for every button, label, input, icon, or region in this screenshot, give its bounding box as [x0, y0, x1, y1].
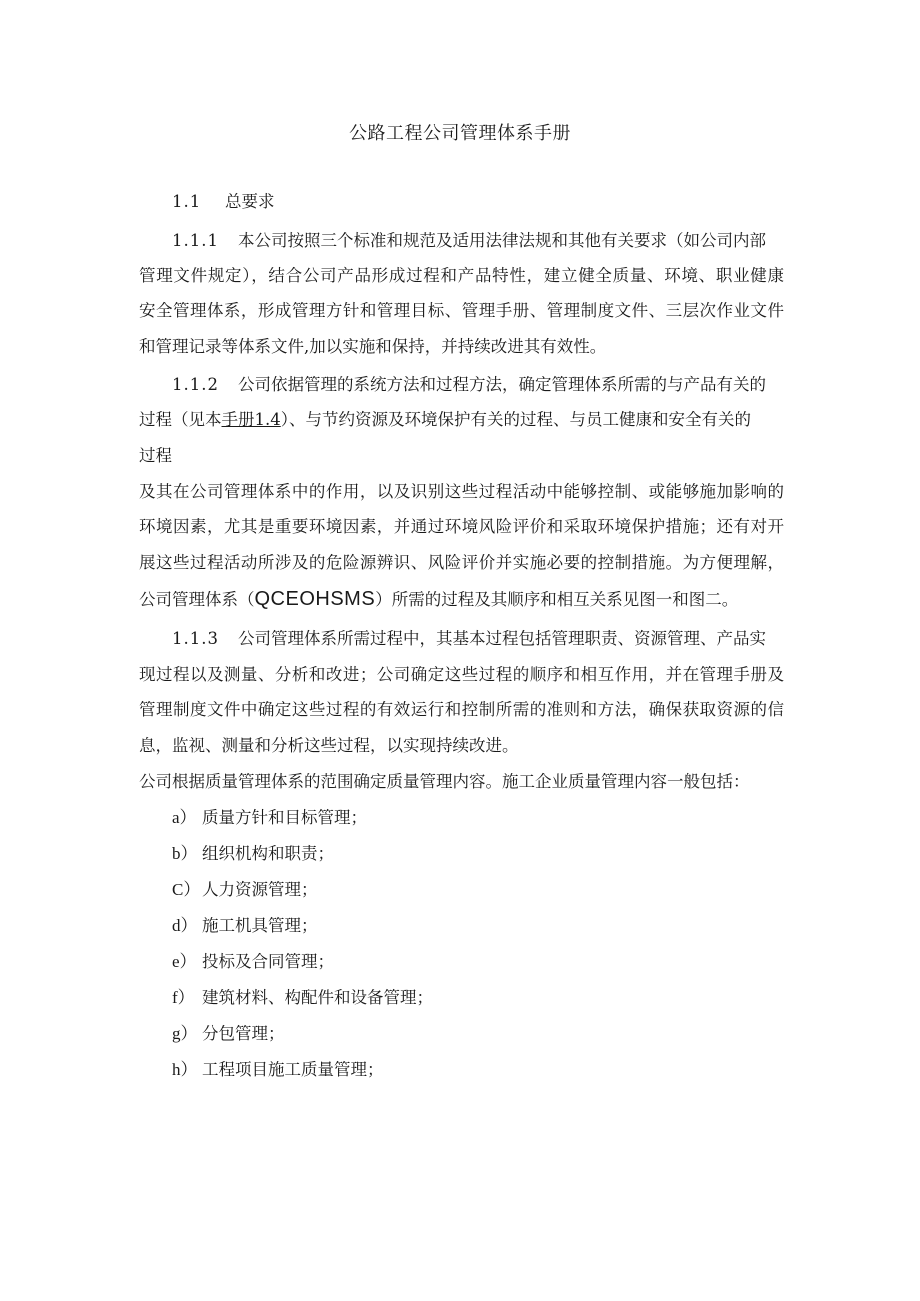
paragraph-line: 现过程以及测量、分析和改进；公司确定这些过程的顺序和相互作用，并在管理手册及	[139, 665, 784, 684]
list-item	[172, 842, 817, 866]
list-item	[172, 806, 817, 830]
list-item-text: 人力资源管理；	[202, 880, 318, 899]
paragraph-line	[139, 587, 784, 612]
list-marker: b）	[172, 844, 198, 863]
clause-number: 1.1.1	[172, 231, 219, 250]
paragraph-line	[172, 373, 784, 397]
paragraph-line	[139, 408, 784, 432]
list-marker: a）	[172, 808, 197, 827]
clause-text: ）所需的过程及其顺序和相互关系见图一和图二。	[375, 590, 739, 609]
list-marker: f）	[172, 988, 195, 1007]
section-heading	[172, 190, 817, 214]
paragraph-line	[172, 627, 784, 651]
section-number: 1.1	[172, 192, 202, 211]
management-system-acronym: QCEOHSMS	[254, 588, 376, 610]
clause-text: ）、与节约资源及环境保护有关的过程、与员工健康和安全有关的	[280, 410, 751, 429]
list-item	[172, 1058, 817, 1082]
paragraph-line: 过程	[139, 446, 172, 465]
list-item	[172, 950, 817, 974]
clause-text: 公司管理体系（	[139, 590, 255, 609]
list-item-text: 工程项目施工质量管理；	[202, 1060, 384, 1079]
paragraph-line: 管理文件规定），结合公司产品形成过程和产品特性，建立健全质量、环境、职业健康	[139, 266, 784, 285]
clause-number: 1.1.3	[172, 629, 219, 648]
clause-text: 过程（见本	[139, 410, 222, 429]
paragraph-line: 和管理记录等体系文件,加以实施和保持，并持续改进其有效性。	[139, 337, 607, 356]
section-title: 总要求	[225, 192, 275, 211]
list-item	[172, 914, 817, 938]
clause-text: 公司管理体系所需过程中，其基本过程包括管理职责、资源管理、产品实	[238, 629, 766, 648]
list-item-text: 施工机具管理；	[202, 916, 318, 935]
paragraph-line: 及其在公司管理体系中的作用，以及识别这些过程活动中能够控制、或能够施加影响的	[139, 482, 784, 501]
list-marker: g）	[172, 1024, 198, 1043]
list-item-text: 分包管理；	[202, 1024, 285, 1043]
paragraph-line	[172, 229, 784, 253]
paragraph-line: 展这些过程活动所涉及的危险源辨识、风险评价并实施必要的控制措施。为方便理解，	[139, 553, 784, 572]
list-marker: d）	[172, 916, 198, 935]
clause-text: 公司依据管理的系统方法和过程方法，确定管理体系所需的与产品有关的	[238, 375, 766, 394]
list-item	[172, 986, 817, 1010]
list-item	[172, 1022, 817, 1046]
list-item-text: 建筑材料、构配件和设备管理；	[202, 988, 433, 1007]
paragraph-line: 环境因素，尤其是重要环境因素，并通过环境风险评价和采取环境保护措施；还有对开	[139, 517, 784, 536]
paragraph-line: 息，监视、测量和分析这些过程，以实现持续改进。	[139, 736, 519, 755]
paragraph-line: 安全管理体系，形成管理方针和管理目标、管理手册、管理制度文件、三层次作业文件	[139, 301, 784, 320]
manual-reference-link[interactable]: 手册1.4	[221, 410, 281, 429]
document-title: 公路工程公司管理体系手册	[349, 123, 571, 144]
paragraph-line: 管理制度文件中确定这些过程的有效运行和控制所需的准则和方法，确保获取资源的信	[139, 700, 784, 719]
list-item-text: 组织机构和职责；	[202, 844, 334, 863]
clause-number: 1.1.2	[172, 375, 219, 394]
list-item	[172, 878, 817, 902]
list-marker: e）	[172, 952, 197, 971]
list-item-text: 质量方针和目标管理；	[202, 808, 367, 827]
list-item-text: 投标及合同管理；	[202, 952, 334, 971]
list-marker: C）	[172, 880, 201, 899]
clause-text: 本公司按照三个标准和规范及适用法律法规和其他有关要求（如公司内部	[238, 231, 766, 250]
list-marker: h）	[172, 1060, 198, 1079]
paragraph-line: 公司根据质量管理体系的范围确定质量管理内容。施工企业质量管理内容一般包括：	[139, 772, 750, 791]
